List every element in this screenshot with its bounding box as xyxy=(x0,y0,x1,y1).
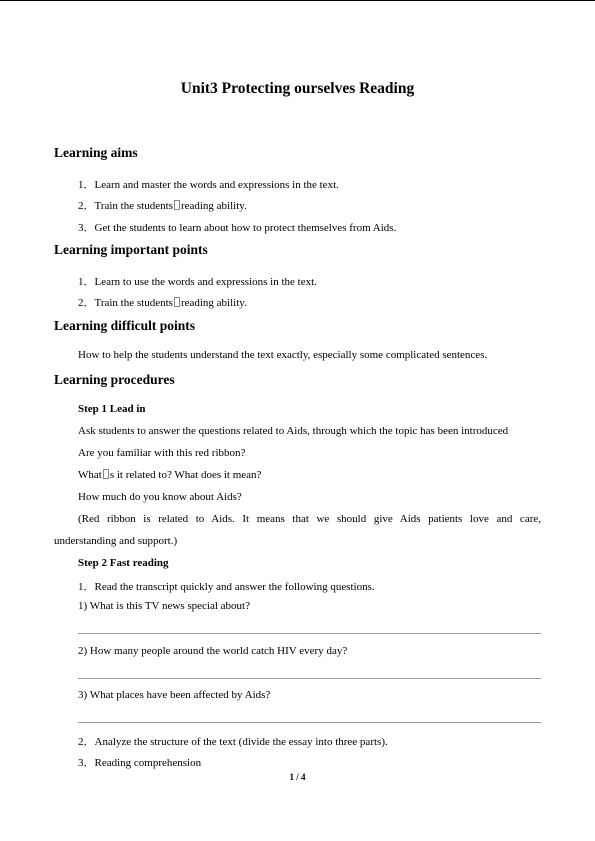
aims-item-1: 1．Learn and master the words and expressions in the text. xyxy=(78,179,339,191)
missing-glyph-box xyxy=(103,469,109,479)
step1-line-4: How much do you know about Aids? xyxy=(78,491,242,503)
missing-glyph-box xyxy=(174,200,180,210)
question-3: 3) What places have been affected by Aids? xyxy=(78,689,271,701)
aims-item-2: 2．Train the students reading ability. xyxy=(78,200,247,212)
step1-line-1: Ask students to answer the questions related to Aids, through which the topic has been introduced xyxy=(78,425,509,437)
important-item-2: 2．Train the students reading ability. xyxy=(78,297,247,309)
step2-after-2: 3．Reading comprehension xyxy=(78,757,202,769)
aims-item-3: 3．Get the students to learn about how to protect themselves from Aids. xyxy=(78,222,397,234)
answer-line-1[interactable] xyxy=(78,633,541,634)
step2-title: Step 2 Fast reading xyxy=(78,557,169,569)
answer-line-3[interactable] xyxy=(78,722,541,723)
step2-after-1: 2．Analyze the structure of the text (divide the essay into three parts). xyxy=(78,736,388,748)
step1-line-3: What s it related to? What does it mean? xyxy=(78,469,262,481)
step2-instruction: 1．Read the transcript quickly and answer the following questions. xyxy=(78,581,375,593)
step1-note-line-2: understanding and support.) xyxy=(54,535,178,547)
question-2: 2) How many people around the world catch HIV every day? xyxy=(78,645,348,657)
question-1: 1) What is this TV news special about? xyxy=(78,600,250,612)
heading-procedures: Learning procedures xyxy=(54,372,175,387)
heading-difficult-points: Learning difficult points xyxy=(54,318,196,333)
heading-learning-aims: Learning aims xyxy=(54,145,138,160)
important-item-1: 1．Learn to use the words and expressions in the text. xyxy=(78,276,317,288)
step1-note-line-1: (Red ribbon is related to Aids. It means that we should give Aids patients love and care, xyxy=(78,513,541,525)
step1-title: Step 1 Lead in xyxy=(78,403,146,415)
answer-line-2[interactable] xyxy=(78,678,541,679)
page-number: 1 / 4 xyxy=(289,772,306,782)
page-title: Unit3 Protecting ourselves Reading xyxy=(180,80,415,97)
missing-glyph-box xyxy=(174,297,180,307)
heading-important-points: Learning important points xyxy=(54,242,208,257)
page-top-border xyxy=(0,0,595,1)
difficult-text: How to help the students understand the text exactly, especially some complicated sentences. xyxy=(78,349,488,361)
step1-line-2: Are you familiar with this red ribbon? xyxy=(78,447,246,459)
